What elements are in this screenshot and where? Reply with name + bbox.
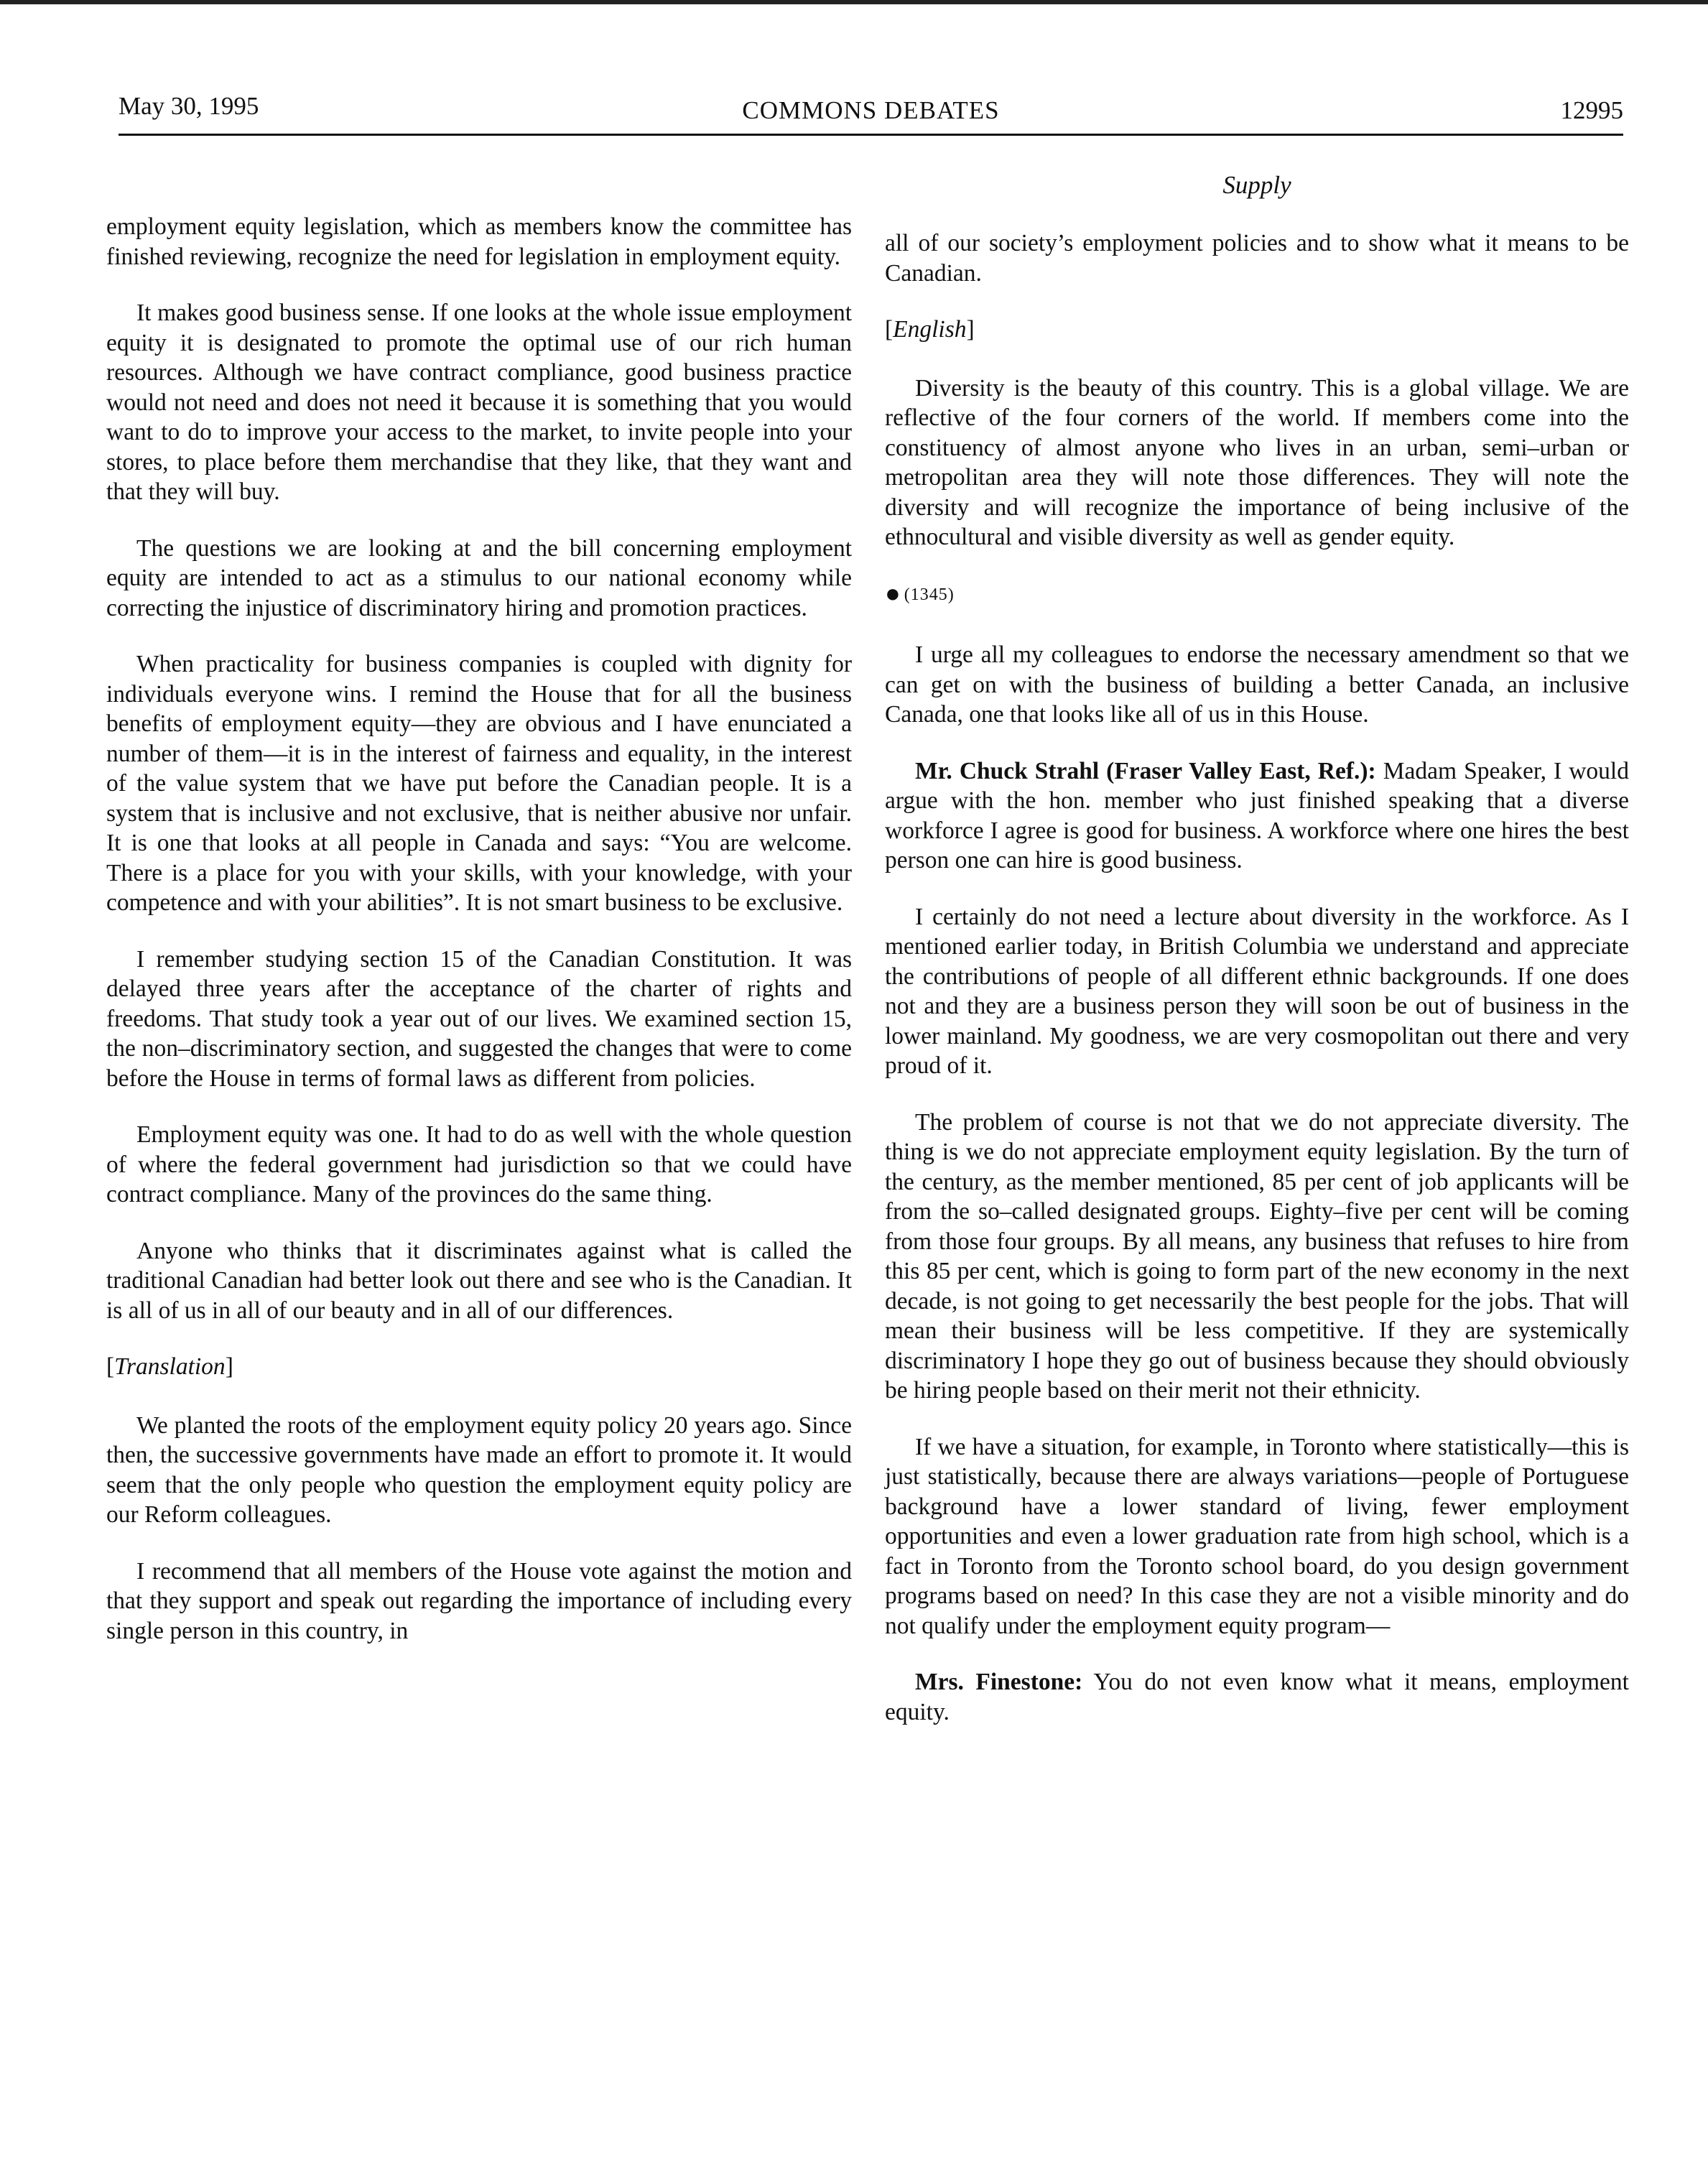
- language-marker: [ Translation ]: [106, 1352, 852, 1382]
- paragraph: I remember studying section 15 of the Canadian Constitution. It was delayed three years after the acceptance of the charter of rights and freedoms. That study took a year out of our lives. We examined section 15, the non–discriminatory section, and suggested the changes that were to come before the House in terms of formal laws as different from policies.: [106, 945, 852, 1092]
- paragraph: I urge all my colleagues to endorse the necessary amendment so that we can get on with the business of building a better Canada, an inclusive Canada, one that looks like all of us in this House.: [885, 641, 1629, 728]
- language-marker: [ English ]: [885, 315, 1629, 345]
- speech-paragraph: [885, 756, 1629, 876]
- paragraph: If we have a situation, for example, in Toronto where statistically—this is just statistically, because there are always variations—people of Portuguese background have a lower standard of living, fewer employment opportunities and even a lower graduation rate from high school, which is a fact in Toronto from the Toronto school board, do you design government programs based on need? In this case they are not a visible minority and do not qualify under the employment equity program—: [885, 1433, 1629, 1639]
- header-title: COMMONS DEBATES: [742, 96, 1000, 124]
- header-date: May 30, 1995: [119, 92, 259, 120]
- header-page-number: 12995: [1560, 96, 1623, 124]
- paragraph: When practicality for business companies is coupled with dignity for individuals everyone wins. I remind the House that for all the business benefits of employment equity—they are obvious and I have enunciated a number of them—it is in the interest of fairness and equality, in the interest of the value system that we have put before the Canadian people. It is a system that is inclusive and not exclusive, that is neither abusive nor unfair. It is one that looks at all people in Canada and says: “You are welcome. There is a place for you with your skills, with your knowledge, with your competence and with your abilities”. It is not smart business to be exclusive.: [106, 651, 852, 916]
- section-label: Supply: [1222, 171, 1291, 199]
- timestamp: [885, 579, 1629, 611]
- paragraph: I certainly do not need a lecture about diversity in the workforce. As I mentioned earlier today, in British Columbia we understand and appreciate the contributions of people of all different ethnic backgrounds. If one does not and they are a business person they will soon be out of business in the lower mainland. My goodness, we are very cosmopolitan out there and very proud of it.: [885, 903, 1629, 1079]
- speech-paragraph: [885, 1667, 1629, 1727]
- speech-text: You do not even know what it means, employment equity.: [885, 1669, 1629, 1725]
- paragraph: Diversity is the beauty of this country. This is a global village. We are reflective of the four corners of the world. If members come into the constituency of almost anyone who lives in an urban, semi–urban or metropolitan area they will note those differences. They will note the diversity and will recognize the importance of being inclusive of the ethnocultural and visible diversity as well as gender equity.: [885, 374, 1629, 550]
- page-header: [119, 86, 1623, 136]
- scan-top-edge: [0, 0, 1708, 4]
- bullet-icon: ●: [885, 578, 901, 608]
- paragraph: I recommend that all members of the House vote against the motion and that they support and speak out regarding the importance of including every single person in this country, in: [106, 1557, 852, 1644]
- speaker-name: Mr. Chuck Strahl (Fraser Valley East, Ref.):: [915, 757, 1376, 784]
- speech-text: Madam Speaker, I would argue with the hon. member who just finished speaking that a diverse workforce I agree is good for business. A workforce where one hires the best person one can hire is good business.: [885, 757, 1629, 873]
- paragraph: employment equity legislation, which as members know the committee has finished reviewing, recognize the need for legislation in employment equity.: [106, 213, 852, 270]
- paragraph: all of our society’s employment policies and to show what it means to be Canadian.: [885, 230, 1629, 287]
- paragraph: Anyone who thinks that it discriminates against what is called the traditional Canadian had better look out there and see who is the Canadian. It is all of us in all of our beauty and in all of our differences.: [106, 1237, 852, 1324]
- paragraph: It makes good business sense. If one looks at the whole issue employment equity it is designated to promote the optimal use of our rich human resources. Although we have contract compliance, good business practice would not need and does not need it because it is something that you would want to do to improve your access to the market, to invite people into your stores, to place before them merchandise that they like, that they want and that they will buy.: [106, 300, 852, 505]
- paragraph: The questions we are looking at and the bill concerning employment equity are intended to act as a stimulus to our national economy while correcting the injustice of discriminatory hiring and promotion practices.: [106, 534, 852, 621]
- timestamp-text: (1345): [904, 585, 955, 604]
- right-column: [885, 228, 1629, 1753]
- paragraph: Employment equity was one. It had to do as well with the whole question of where the federal government had jurisdiction so that we could have contract compliance. Many of the provinces do the same thing.: [106, 1121, 852, 1207]
- left-column: [106, 212, 852, 1672]
- paragraph: We planted the roots of the employment equity policy 20 years ago. Since then, the successive governments have made an effort to promote it. It would seem that the only people who question the employment equity policy are our Reform colleagues.: [106, 1411, 852, 1528]
- speaker-name: Mrs. Finestone:: [915, 1669, 1083, 1695]
- paragraph: The problem of course is not that we do not appreciate diversity. The thing is we do not appreciate employment equity legislation. By the turn of the century, as the member mentioned, 85 per cent of job applicants will be from the so–called designated groups. Eighty–five per cent will be coming from those four groups. By all means, any business that refuses to hire from this 85 per cent, which is going to form part of the new economy in the next decade, is not going to get necessarily the best people for the jobs. That will mean their business will be less competitive. If they are systemically discriminatory I hope they go out of business because they should obviously be hiring people based on their merit not their ethnicity.: [885, 1108, 1629, 1404]
